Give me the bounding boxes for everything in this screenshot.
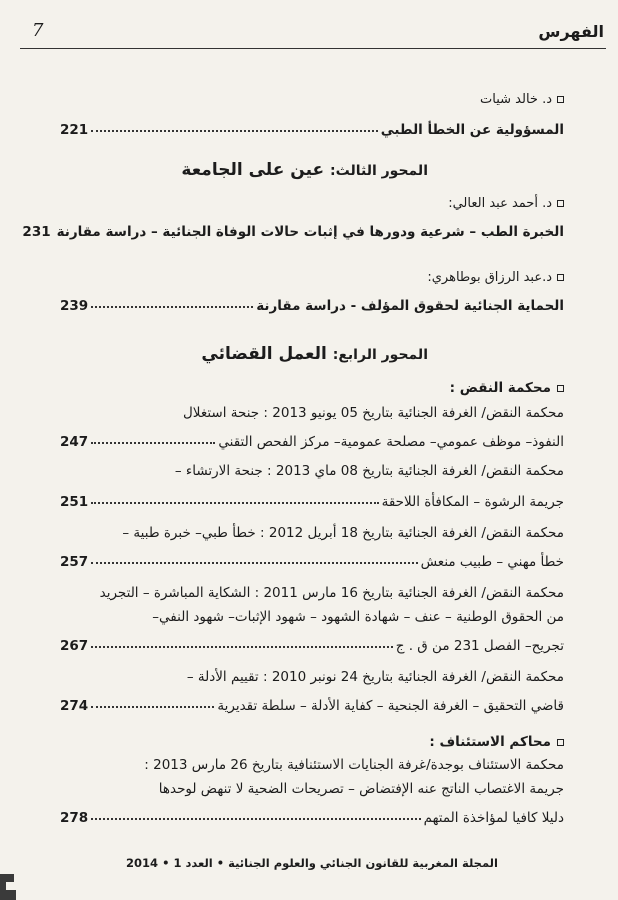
square-bullet-icon [557,739,564,746]
entry-page: 221 [60,122,89,138]
page-number: 7 [32,20,44,41]
ruling-text: محكمة النقض/ الغرفة الجنائية بتاريخ 18 أبريل 2012 : خطأ طبي– خبرة طبية – [122,525,564,541]
section-heading: المحور الثالث: عين على الجامعة [181,160,428,180]
dot-leader [91,706,214,708]
subsection-heading: محكمة النقض : [450,380,564,396]
toc-entry[interactable] [60,632,564,654]
footer-issue: العدد 1 [173,856,213,870]
entry-title: المسؤولية عن الخطأ الطبي [380,122,564,138]
footer-separator: • [158,856,170,870]
square-bullet-icon [557,96,564,103]
entry-page: 251 [60,494,89,510]
entry-title: النفوذ– موظف عمومي– مصلحة عمومية– مركز الفحص التقني [218,434,564,450]
footer-journal: المجلة المغربية للقانون الجنائي والعلوم الجنائية [228,856,498,870]
entry-title: الحماية الجنائية لحقوق المؤلف - دراسة مقارنة [256,298,564,314]
entry-page: 247 [60,434,89,450]
toc-entry[interactable] [60,804,564,826]
ruling-text: محكمة النقض/ الغرفة الجنائية بتاريخ 08 ماي 2013 : جنحة الارتشاء – [174,463,564,479]
subsection-heading: محاكم الاستئناف : [429,734,564,750]
entry-page: 267 [60,638,89,654]
entry-title: تجريح– الفصل 231 من ق . ج [395,638,564,654]
entry-title: قاضي التحقيق – الغرفة الجنحية – كفاية الأدلة – سلطة تقديرية [217,698,564,714]
entry-author: د. خالد شيات [480,92,564,107]
ruling-text: جريمة الاغتصاب الناتج عنه الإفتضاض – تصريحات الضحية لا تنهض لوحدها [158,781,564,797]
dot-leader [91,502,378,504]
toc-entry[interactable] [60,488,564,510]
entry-page: 274 [60,698,89,714]
toc-entry[interactable] [60,548,564,570]
dot-leader [91,130,378,132]
header-rule [20,48,606,49]
ruling-text: محكمة النقض/ الغرفة الجنائية بتاريخ 05 يونيو 2013 : جنحة استغلال [182,405,564,421]
page-header-title: الفهرس [538,22,604,41]
entry-author: د.عبد الرزاق بوطاهري: [427,270,564,285]
ruling-text: محكمة النقض/ الغرفة الجنائية بتاريخ 24 نونبر 2010 : تقييم الأدلة – [186,669,564,685]
dot-leader [91,562,417,564]
entry-page: 257 [60,554,89,570]
square-bullet-icon [557,274,564,281]
dot-leader [91,306,253,308]
toc-entry[interactable] [60,428,564,450]
entry-page: 239 [60,298,89,314]
dot-leader [91,646,393,648]
page-footer [60,856,564,870]
footer-year: 2014 [126,856,159,870]
entry-author: د. أحمد عبد العالي: [448,196,564,211]
entry-title: دليلا كافيا لمؤاخذة المتهم [423,810,564,826]
page-corner-mark-icon [0,868,22,900]
toc-entry[interactable] [60,116,564,138]
dot-leader [91,442,215,444]
toc-entry[interactable] [60,292,564,314]
square-bullet-icon [557,385,564,392]
section-heading: المحور الرابع: العمل القضائي [201,344,428,364]
footer-separator: • [212,856,225,870]
entry-page: 231 [22,224,51,240]
ruling-text: محكمة الاستئناف بوجدة/غرفة الجنايات الاستئنافية بتاريخ 26 مارس 2013 : [144,757,564,773]
entry-title: خطأ مهني – طبيب منعش [420,554,564,570]
entry-title: جريمة الرشوة – المكافأة اللاحقة [381,494,564,510]
toc-entry[interactable] [22,218,564,240]
ruling-text: محكمة النقض/ الغرفة الجنائية بتاريخ 16 مارس 2011 : الشكاية المباشرة – التجريد [99,585,564,601]
square-bullet-icon [557,200,564,207]
dot-leader [91,818,420,820]
ruling-text: من الحقوق الوطنية – عنف – شهادة الشهود – شهود الإثبات– شهود النفي– [152,609,564,625]
toc-entry[interactable] [60,692,564,714]
entry-page: 278 [60,810,89,826]
entry-title: الخبرة الطب – شرعية ودورها في إثبات حالات الوفاة الجنائية – دراسة مقارنة [56,224,564,240]
